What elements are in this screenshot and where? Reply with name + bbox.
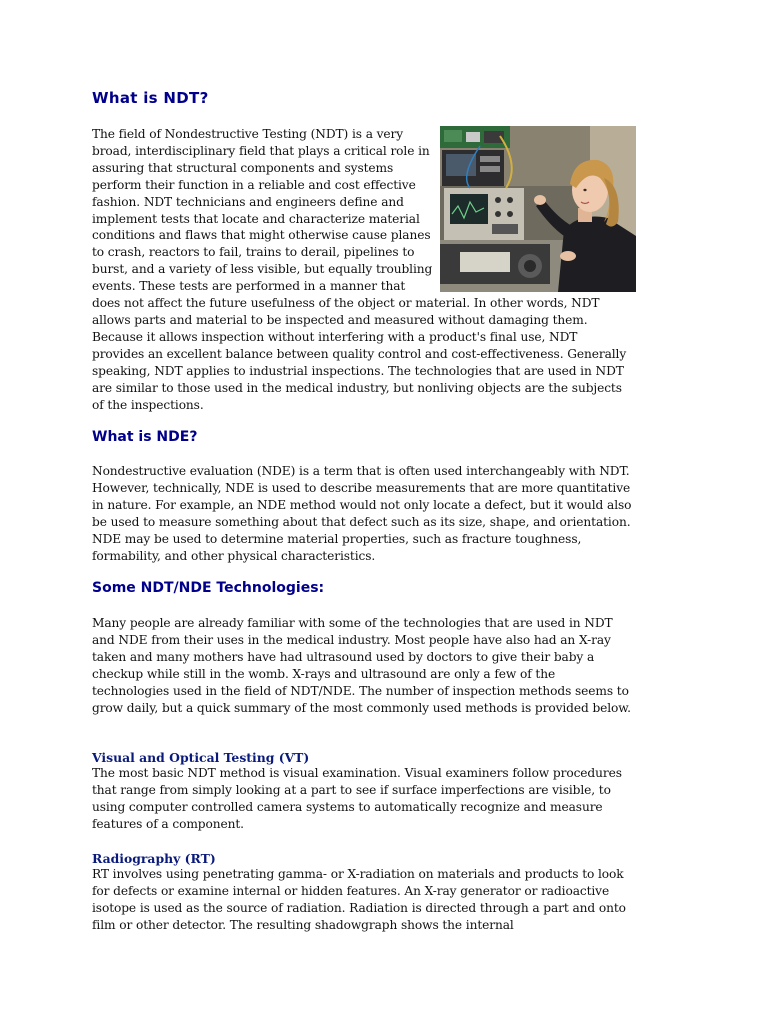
heading-what-is-nde: What is NDE? (92, 429, 198, 445)
vt-paragraph: The most basic NDT method is visual examination. Visual examiners follow procedures that range from simply looking at a part to see if surface imperfections are visible, to using computer controlled camera systems to automatically recognize and measure features of a component. (92, 766, 622, 831)
nde-paragraph: Nondestructive evaluation (NDE) is a term that is often used interchangeably with NDT. However, technically, NDE is used to describe measurements that are more quantitative in nature. For example, an NDE method would not only locate a defect, but it would also be used to measure something about that defect such as its size, shape, and orientation. NDE may be used to determine material properties, such as fracture toughness, formability, and other physical characteristics. (92, 464, 632, 563)
rt-block (92, 851, 632, 934)
ndt-paragraph: The field of Nondestructive Testing (NDT) is a very broad, interdisciplinary field that plays a critical role in assuring that structural components and systems perform their function in a reliable and cost effective fashion. NDT technicians and engineers define and implement tests that locate and characterize material conditions and flaws that might otherwise cause planes to crash, reactors to fail, trains to derail, pipelines to burst, and a variety of less visible, but equally troubling events. These tests are performed in a manner that does not affect the future usefulness of the object or material. In other words, NDT allows parts and material to be inspected and measured without damaging them. Because it allows inspection without interfering with a product's final use, NDT provides an excellent balance between quality control and cost-effectiveness. Generally speaking, NDT applies to industrial inspections. The technologies that are used in NDT are similar to those used in the medical industry, but nonliving objects are the subjects of the inspections. (92, 127, 627, 412)
vt-block (92, 750, 632, 833)
heading-radiography: Radiography (RT) (92, 851, 216, 866)
ndt-block (92, 126, 632, 413)
heading-what-is-ndt: What is NDT? (92, 89, 209, 107)
technician-photo (440, 126, 636, 292)
technologies-paragraph: Many people are already familiar with some of the technologies that are used in NDT and NDE from their uses in the medical industry. Most people have also had an X-ray taken and many mothers have had ultrasound used by doctors to give their baby a checkup while still in the womb. X-rays and ultrasound are only a few of the technologies used in the field of NDT/NDE. The number of inspection methods seems to grow daily, but a quick summary of the most commonly used methods is provided below. (92, 616, 631, 715)
heading-technologies: Some NDT/NDE Technologies: (92, 580, 325, 596)
rt-paragraph: RT involves using penetrating gamma- or X-radiation on materials and products to look for defects or examine internal or hidden features. An X-ray generator or radioactive isotope is used as the source of radiation. Radiation is directed through a part and onto film or other detector. The resulting shadowgraph shows the internal (92, 867, 626, 932)
heading-visual-optical-testing: Visual and Optical Testing (VT) (92, 750, 310, 765)
